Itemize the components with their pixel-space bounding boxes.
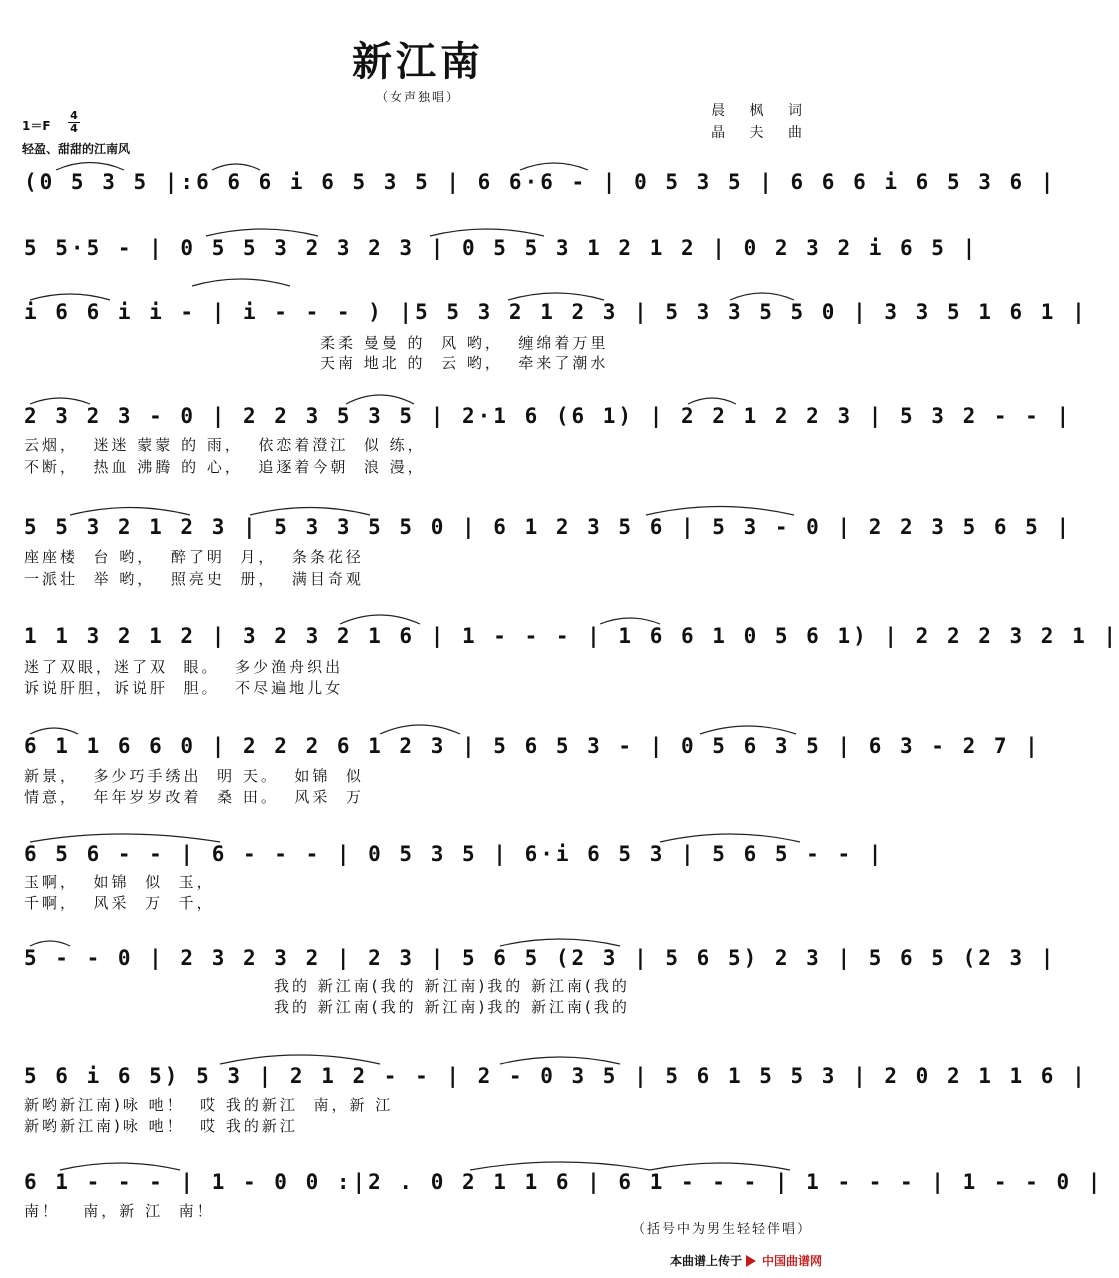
lyric-line-5b: 一派壮 举 哟， 照亮史 册， 满目奇观	[24, 570, 364, 588]
slur	[660, 834, 800, 842]
credits	[711, 100, 812, 144]
tempo-marking: 轻盈、甜甜的江南风	[22, 142, 131, 156]
lyric-line-4a: 云烟， 迷迷 蒙蒙 的 雨， 依恋着澄江 似 练，	[24, 436, 426, 454]
score-line-10: 5 6 i 6 5) 5 3 | 2 1 2 - - | 2 - 0 3 5 | 5 6 1 5 5 3 | 2 0 2 1 1 6 |	[24, 1064, 1088, 1088]
slur	[192, 279, 290, 286]
lyric-line-5a: 座座楼 台 哟， 醉了明 月， 条条花径	[24, 548, 364, 566]
brand-arrow-icon	[746, 1255, 756, 1267]
lyricist-credit: 晨 枫 词	[711, 103, 812, 119]
slur	[650, 1163, 790, 1170]
score-line-3: i 6 6 i i - | i - - - ) |5 5 3 2 1 2 3 | 5 3 3 5 5 0 | 3 3 5 1 6 1 |	[24, 300, 1088, 324]
lyric-line-11a: 南！ 南，新 江 南！	[24, 1202, 215, 1220]
lyric-line-10a: 新哟新江南)咏 吔！ 哎 我的新江 南，新 江	[24, 1096, 394, 1114]
upload-text: 本曲谱上传于	[669, 1254, 742, 1268]
song-subtitle: （女声独唱）	[375, 90, 460, 104]
song-title: 新江南	[352, 38, 484, 85]
composer-credit: 晶 夫 曲	[711, 125, 812, 141]
meter-bottom: 4	[70, 122, 78, 135]
footer-attribution	[670, 1252, 822, 1269]
time-signature	[66, 110, 82, 135]
slur	[646, 507, 794, 516]
lyric-line-9b: 我的 新江南(我的 新江南)我的 新江南(我的	[274, 998, 630, 1016]
slur	[70, 508, 190, 516]
brand-name: 中国曲谱网	[761, 1254, 822, 1268]
slur	[470, 1162, 650, 1170]
slur	[30, 834, 220, 842]
lyric-line-9a: 我的 新江南(我的 新江南)我的 新江南(我的	[274, 977, 630, 995]
score-line-4: 2 3 2 3 - 0 | 2 2 3 5 3 5 | 2·1 6 (6 1) | 2 2 1 2 2 3 | 5 3 2 - - |	[24, 404, 1073, 428]
score-line-5: 5 5 3 2 1 2 3 | 5 3 3 5 5 0 | 6 1 2 3 5 6 | 5 3 - 0 | 2 2 3 5 6 5 |	[24, 515, 1073, 539]
slur	[520, 163, 588, 170]
slur	[346, 395, 414, 404]
lyric-line-3a: 柔柔 曼曼 的 风 哟， 缠绵着万里	[320, 334, 609, 352]
slur	[340, 615, 420, 624]
slur	[206, 229, 318, 236]
lyric-line-3b: 天南 地北 的 云 哟， 牵来了潮水	[320, 354, 609, 372]
meter-top: 4	[70, 109, 78, 122]
score-line-6: 1 1 3 2 1 2 | 3 2 3 2 1 6 | 1 - - - | 1 6 6 1 0 5 6 1) | 2 2 2 3 2 1 |	[24, 624, 1119, 648]
slur	[380, 725, 460, 734]
score-line-9: 5 - - 0 | 2 3 2 3 2 | 2 3 | 5 6 5 (2 3 | 5 6 5) 2 3 | 5 6 5 (2 3 |	[24, 946, 1057, 970]
score-line-2: 5 5·5 - | 0 5 5 3 2 3 2 3 | 0 5 5 3 1 2 1 2 | 0 2 3 2 i 6 5 |	[24, 236, 979, 260]
score-line-7: 6 1 1 6 6 0 | 2 2 2 6 1 2 3 | 5 6 5 3 - | 0 5 6 3 5 | 6 3 - 2 7 |	[24, 734, 1041, 758]
slur	[430, 229, 544, 236]
score-line-11: 6 1 - - - | 1 - 0 0 :|2 . 0 2 1 1 6 | 6 1 - - - | 1 - - - | 1 - - 0 |	[24, 1170, 1104, 1194]
slur	[250, 508, 370, 516]
lyric-line-7b: 情意， 年年岁岁改着 桑 田。 风采 万	[24, 788, 364, 806]
score-line-8: 6 5 6 - - | 6 - - - | 0 5 3 5 | 6·i 6 5 3 | 5 6 5 - - |	[24, 842, 885, 866]
lyric-line-7a: 新景， 多少巧手绣出 明 天。 如锦 似	[24, 767, 364, 785]
slur	[730, 293, 794, 300]
lyric-line-6a: 迷了双眼，迷了双 眼。 多少渔舟织出	[24, 658, 344, 676]
slur	[700, 726, 796, 734]
lyric-line-8a: 玉啊， 如锦 似 玉，	[24, 873, 215, 891]
slur	[500, 1057, 620, 1064]
slur	[56, 163, 124, 171]
key-signature: 1＝F	[22, 119, 51, 133]
slur	[500, 939, 620, 946]
accompaniment-note: （括号中为男生轻轻伴唱）	[631, 1222, 812, 1237]
lyric-line-10b: 新哟新江南)咏 吔！ 哎 我的新江	[24, 1117, 298, 1135]
lyric-line-6b: 诉说肝胆，诉说肝 胆。 不尽遍地儿女	[24, 679, 344, 697]
slur	[220, 1055, 380, 1064]
lyric-line-8b: 千啊， 风采 万 千，	[24, 894, 215, 912]
lyric-line-4b: 不断， 热血 沸腾 的 心， 追逐着今朝 浪 漫，	[24, 458, 426, 476]
slur	[508, 293, 604, 300]
score-line-1: (0 5 3 5 |:6 6 6 i 6 5 3 5 | 6 6·6 - | 0 5 3 5 | 6 6 6 i 6 5 3 6 |	[24, 170, 1057, 194]
slur	[60, 1163, 180, 1170]
